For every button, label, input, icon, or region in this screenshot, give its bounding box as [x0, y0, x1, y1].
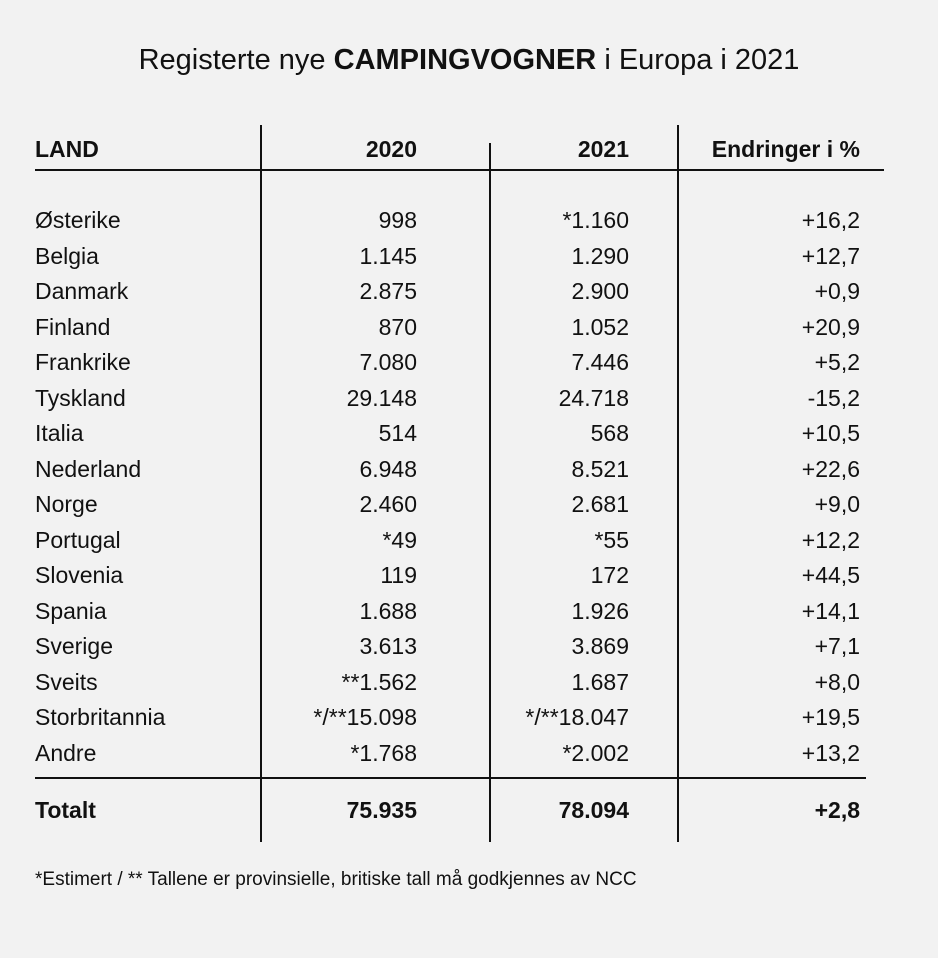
row-value-2020: 7.080	[359, 349, 417, 375]
row-value-2020: **1.562	[341, 668, 417, 695]
row-country: Italia	[35, 420, 84, 446]
row-value-2021: 2.681	[571, 491, 629, 517]
row-country: Tyskland	[35, 384, 126, 411]
row-value-2021: 1.052	[571, 313, 629, 340]
row-value-2021: 1.687	[571, 668, 629, 695]
row-change: +12,7	[801, 242, 860, 269]
header-2021: 2021	[577, 136, 629, 162]
row-value-2020: 119	[380, 562, 417, 588]
row-value-2021: */**18.047	[525, 704, 629, 730]
row-country: Andre	[35, 739, 97, 766]
row-value-2021: *55	[594, 526, 629, 553]
row-value-2020: *1.768	[350, 739, 417, 766]
row-country: Østerike	[35, 207, 121, 233]
row-change: +10,5	[801, 420, 860, 446]
row-value-2021: 3.869	[571, 633, 629, 659]
row-value-2020: 2.460	[359, 491, 417, 517]
row-country: Spania	[35, 597, 107, 624]
row-value-2020: 870	[378, 313, 417, 340]
row-change: +5,2	[814, 349, 860, 375]
row-country: Nederland	[35, 455, 142, 482]
title-prefix: Registerte nye	[138, 44, 326, 76]
row-change: +9,0	[814, 491, 860, 517]
row-value-2020: 29.148	[346, 384, 417, 411]
row-value-2020: 6.948	[359, 455, 417, 482]
row-change: +20,9	[801, 313, 860, 340]
row-country: Slovenia	[35, 562, 124, 588]
header-2020: 2020	[365, 136, 417, 162]
row-value-2021: 568	[590, 420, 629, 446]
table-title	[0, 44, 938, 77]
row-value-2021: 8.521	[571, 455, 629, 482]
row-country: Finland	[35, 313, 111, 340]
row-value-2021: 2.900	[571, 278, 629, 304]
row-value-2021: *2.002	[562, 739, 629, 766]
row-country: Frankrike	[35, 349, 131, 375]
total-2020: 75.935	[346, 797, 417, 823]
row-country: Sveits	[35, 668, 98, 695]
row-value-2021: 24.718	[558, 384, 629, 411]
row-value-2020: 514	[378, 420, 417, 446]
row-change: +22,6	[801, 455, 860, 482]
row-change: +0,9	[814, 278, 860, 304]
row-value-2020: */**15.098	[313, 704, 417, 730]
row-value-2020: 2.875	[359, 278, 417, 304]
header-underline	[35, 169, 884, 171]
row-country: Sverige	[35, 633, 113, 659]
total-2021: 78.094	[558, 797, 629, 823]
row-change: +8,0	[814, 668, 860, 695]
row-change: +12,2	[801, 526, 860, 553]
row-value-2021: 7.446	[571, 349, 629, 375]
title-suffix: i Europa i 2021	[604, 44, 800, 76]
row-country: Storbritannia	[35, 704, 166, 730]
row-change: +44,5	[801, 562, 860, 588]
title-bold: CAMPINGVOGNER	[333, 44, 597, 76]
row-change: -15,2	[807, 384, 860, 411]
row-change: +16,2	[801, 207, 860, 233]
row-value-2020: *49	[382, 526, 417, 553]
row-value-2020: 998	[378, 207, 417, 233]
row-value-2021: 1.926	[571, 597, 629, 624]
header-change: Endringer i %	[711, 136, 860, 162]
row-change: +7,1	[814, 633, 860, 659]
column-divider-1	[260, 125, 262, 842]
row-country: Portugal	[35, 526, 121, 553]
total-label: Totalt	[35, 797, 96, 823]
row-change: +14,1	[801, 597, 860, 624]
row-value-2020: 1.688	[359, 597, 417, 624]
row-country: Danmark	[35, 278, 129, 304]
row-value-2021: *1.160	[562, 207, 629, 233]
row-change: +19,5	[801, 704, 860, 730]
row-country: Norge	[35, 491, 98, 517]
row-value-2021: 172	[590, 562, 629, 588]
row-value-2020: 1.145	[359, 242, 417, 269]
footnote: *Estimert / ** Tallene er provinsielle, britiske tall må godkjennes av NCC	[35, 869, 637, 890]
row-change: +13,2	[801, 739, 860, 766]
row-country: Belgia	[35, 242, 99, 269]
header-land: LAND	[35, 136, 99, 162]
total-separator	[35, 777, 866, 779]
row-value-2021: 1.290	[571, 242, 629, 269]
column-divider-3	[677, 125, 679, 842]
total-change: +2,8	[814, 797, 860, 823]
column-divider-2	[489, 143, 491, 842]
row-value-2020: 3.613	[359, 633, 417, 659]
